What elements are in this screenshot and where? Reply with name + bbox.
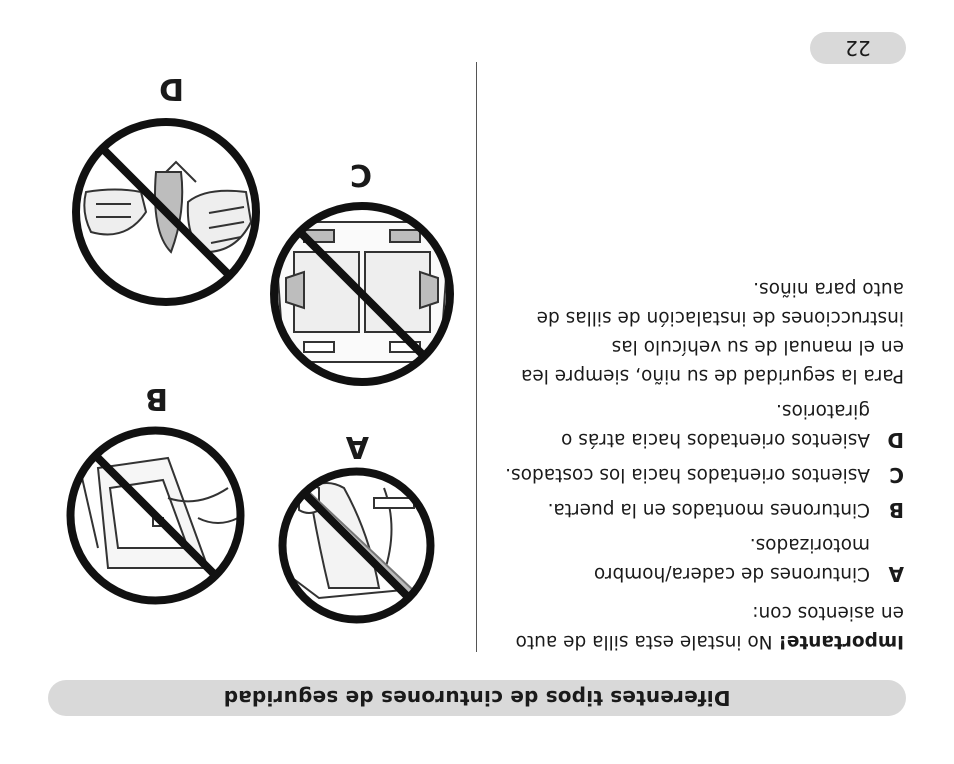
text-column	[494, 274, 904, 656]
list-item-a	[494, 530, 904, 588]
illustration-letter: C	[349, 157, 372, 192]
illustration-b	[63, 381, 248, 608]
intro-paragraph	[494, 598, 904, 656]
illustration-d	[66, 71, 266, 312]
list-item-c	[494, 460, 904, 489]
illustration-letter: D	[159, 71, 184, 106]
list-item-b	[494, 495, 904, 524]
section-title-bar	[48, 680, 906, 716]
item-letter: C	[889, 463, 904, 487]
safety-note: Para la seguridad de su niño, siempre lea en el manual de su vehículo las instrucciones de instalación de sillas de auto para niños.	[521, 278, 904, 386]
illustration-letter: A	[345, 429, 369, 464]
intro-bold: Importante!	[778, 631, 904, 652]
item-text: Cinturones de cadera/hombro motorizados.	[593, 534, 870, 584]
no-side-facing-seat-icon	[264, 196, 460, 392]
section-title: Diferentes tipos de cinturones de seguridad	[223, 686, 731, 710]
illustration-a	[274, 429, 439, 628]
page-number-pill	[810, 32, 906, 64]
no-door-mounted-belt-icon	[63, 423, 248, 608]
item-letter: B	[888, 498, 904, 522]
page-number: 22	[845, 36, 871, 60]
item-letter: D	[887, 428, 904, 452]
no-motorized-belt-icon	[274, 463, 439, 628]
list-item-d	[494, 396, 904, 454]
intro-text: No instale esta silla de auto en asientos con:	[515, 602, 904, 652]
item-text: Asientos orientados hacia atrás o giratorios.	[561, 400, 870, 450]
illustration-c	[264, 157, 460, 392]
item-text: Asientos orientados hacia los costados.	[505, 464, 870, 485]
no-rear-facing-seat-icon	[66, 112, 266, 312]
item-text: Cinturones montados en la puerta.	[547, 499, 870, 520]
illustration-letter: B	[145, 381, 168, 416]
column-divider	[476, 62, 477, 652]
item-letter: A	[888, 562, 904, 586]
